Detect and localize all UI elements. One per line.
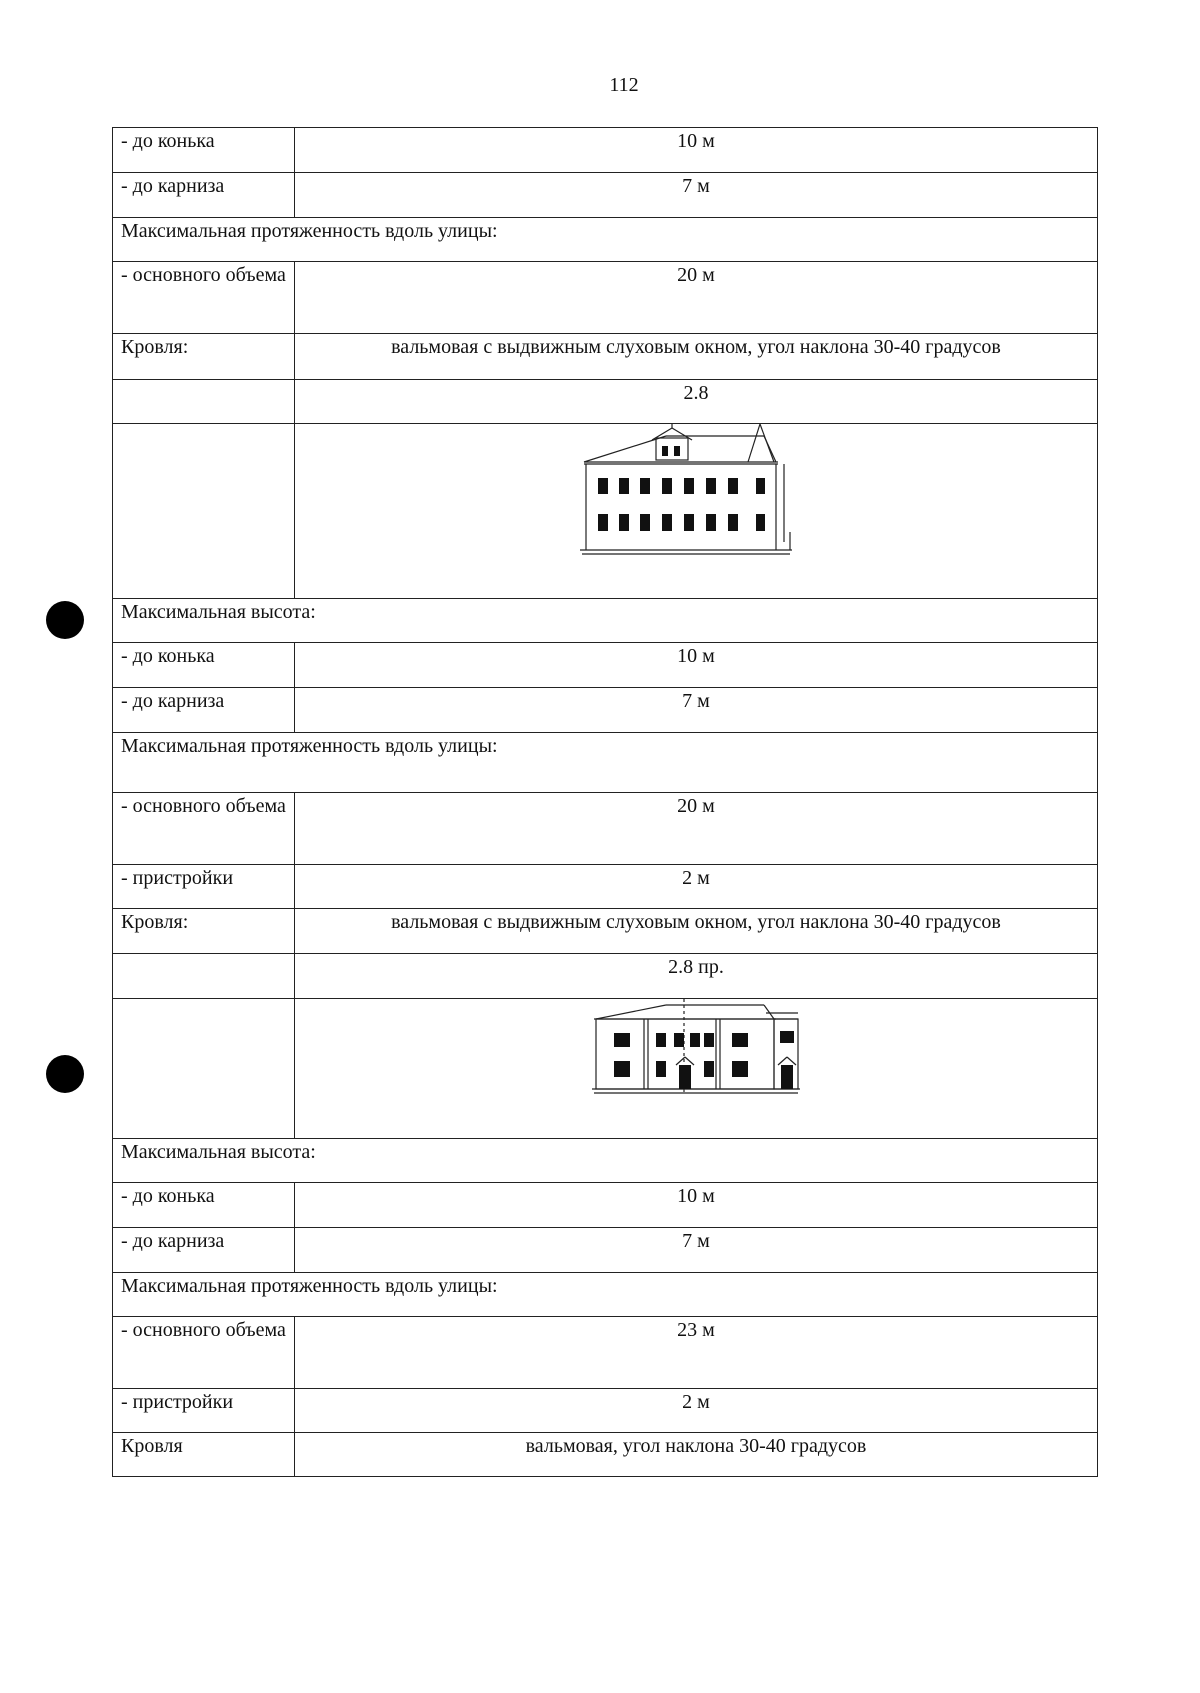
figure-cell [295, 999, 1098, 1139]
page-number: 112 [609, 74, 639, 96]
table-row [113, 262, 1098, 334]
table-row [113, 173, 1098, 218]
row-label: - до карниза [113, 173, 295, 218]
table-row [113, 688, 1098, 733]
figure-row [113, 424, 1098, 599]
facade-drawing-2-8 [576, 424, 816, 559]
table-row [113, 643, 1098, 688]
table-row [113, 909, 1098, 954]
row-value: 23 м [295, 1317, 1098, 1389]
table-row [113, 865, 1098, 909]
table-row [113, 1389, 1098, 1433]
table-row [113, 1139, 1098, 1183]
row-label: Кровля [113, 1433, 295, 1477]
row-value: вальмовая, угол наклона 30-40 градусов [295, 1433, 1098, 1477]
row-label: - до конька [113, 1183, 295, 1228]
row-value: 20 м [295, 262, 1098, 334]
figure-label-cell [113, 424, 295, 599]
punch-hole-upper [46, 601, 84, 639]
table-row [113, 218, 1098, 262]
row-label: - основного объема [113, 262, 295, 334]
row-label: - основного объема [113, 1317, 295, 1389]
table-row [113, 1273, 1098, 1317]
row-label: - до конька [113, 643, 295, 688]
row-label [113, 954, 295, 999]
figure-label-cell [113, 999, 295, 1139]
table-row [113, 599, 1098, 643]
row-label: Кровля: [113, 909, 295, 954]
table-row [113, 954, 1098, 999]
row-value: вальмовая с выдвижным слуховым окном, угол наклона 30-40 градусов [295, 909, 1098, 954]
row-label: - пристройки [113, 1389, 295, 1433]
row-value: 7 м [295, 688, 1098, 733]
section-heading: Максимальная протяженность вдоль улицы: [113, 733, 1098, 793]
figure-cell [295, 424, 1098, 599]
row-value: 2.8 [295, 380, 1098, 424]
figure-row [113, 999, 1098, 1139]
row-value: 2 м [295, 1389, 1098, 1433]
row-value: 10 м [295, 1183, 1098, 1228]
row-label: - основного объема [113, 793, 295, 865]
row-value: вальмовая с выдвижным слуховым окном, угол наклона 30-40 градусов [295, 334, 1098, 380]
section-heading: Максимальная высота: [113, 1139, 1098, 1183]
row-label: - до карниза [113, 1228, 295, 1273]
row-label: Кровля: [113, 334, 295, 380]
building-parameters-table [112, 127, 1098, 1477]
row-label: - до карниза [113, 688, 295, 733]
row-value: 10 м [295, 128, 1098, 173]
table-row [113, 380, 1098, 424]
table-row [113, 1228, 1098, 1273]
table-row [113, 128, 1098, 173]
row-label [113, 380, 295, 424]
row-value: 7 м [295, 1228, 1098, 1273]
row-value: 2 м [295, 865, 1098, 909]
row-label: - пристройки [113, 865, 295, 909]
section-heading: Максимальная высота: [113, 599, 1098, 643]
table-row [113, 1317, 1098, 1389]
facade-drawing-2-8-pr [586, 999, 806, 1099]
punch-hole-lower [46, 1055, 84, 1093]
row-value: 10 м [295, 643, 1098, 688]
row-label: - до конька [113, 128, 295, 173]
table-row [113, 1183, 1098, 1228]
row-value: 7 м [295, 173, 1098, 218]
table-row [113, 334, 1098, 380]
table-row [113, 793, 1098, 865]
row-value: 20 м [295, 793, 1098, 865]
section-heading: Максимальная протяженность вдоль улицы: [113, 1273, 1098, 1317]
row-value: 2.8 пр. [295, 954, 1098, 999]
table-row [113, 733, 1098, 793]
section-heading: Максимальная протяженность вдоль улицы: [113, 218, 1098, 262]
table-row [113, 1433, 1098, 1477]
